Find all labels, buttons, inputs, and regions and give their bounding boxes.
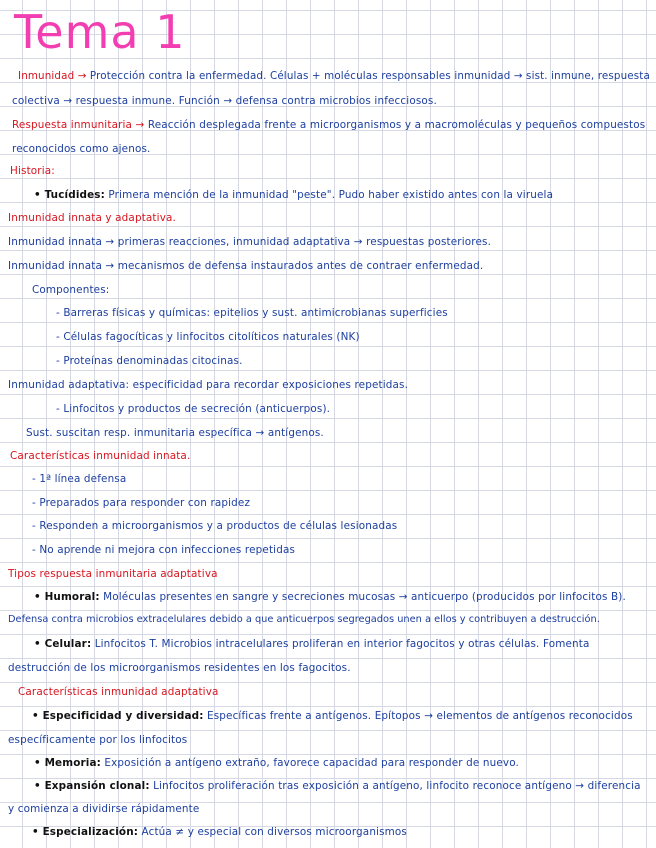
note-line [26, 426, 324, 440]
note-line [8, 613, 600, 627]
body-text: Primera mención de la inmunidad "peste". Pudo haber existido antes con la viruela [104, 189, 554, 201]
body-text: Actúa ≠ y especial con diversos microorganismos [138, 826, 407, 838]
body-text: - Barreras físicas y químicas: epitelios y sust. antimicrobianas superficies [56, 307, 448, 319]
note-line [8, 802, 199, 816]
bullet-tucidides [34, 188, 553, 202]
bullet-label: Especificidad y diversidad: [42, 710, 204, 722]
bullet-especializacion [32, 825, 407, 839]
bullet-dot: • [34, 757, 45, 769]
bullet-label: Especialización: [42, 826, 139, 838]
bullet-label: Celular: [44, 638, 92, 650]
body-text: Defensa contra microbios extracelulares debido a que anticuerpos segregados unen a ellos y contribuyen a destrucción. [8, 614, 600, 625]
list-item [56, 354, 243, 368]
note-line [12, 94, 437, 108]
body-text: reconocidos como ajenos. [12, 143, 151, 155]
bullet-dot: • [32, 826, 43, 838]
list-item [32, 496, 250, 510]
note-line [8, 259, 483, 273]
body-text: - Células fagocíticas y linfocitos citolíticos naturales (NK) [56, 331, 360, 343]
page-title: Tema 1 [14, 5, 186, 59]
heading-text: Historia: [10, 165, 55, 177]
body-text: Protección contra la enfermedad. Células + moléculas responsables inmunidad → sist. inmune, respuesta [86, 70, 650, 82]
note-line [8, 661, 351, 675]
note-line [8, 733, 187, 747]
bullet-label: Memoria: [44, 757, 101, 769]
bullet-label: Expansión clonal: [44, 780, 150, 792]
note-line-componentes [32, 283, 109, 297]
body-text: Inmunidad innata → primeras reacciones, inmunidad adaptativa → respuestas posteriores. [8, 236, 492, 248]
list-item [56, 330, 360, 344]
bullet-expansion-clonal [34, 779, 641, 793]
bullet-dot: • [34, 591, 45, 603]
body-text: - No aprende ni mejora con infecciones repetidas [32, 544, 296, 556]
section-heading-tipos [8, 567, 218, 581]
body-text: Reacción desplegada frente a microorganismos y a macromoléculas y pequeños compuestos [144, 119, 646, 131]
list-item [32, 543, 295, 557]
body-text: colectiva → respuesta inmune. Función → defensa contra microbios infecciosos. [12, 95, 437, 107]
heading-text: Características inmunidad adaptativa [18, 686, 219, 698]
note-line [8, 235, 491, 249]
body-text: destrucción de los microorganismos residentes en los fagocitos. [8, 662, 351, 674]
bullet-dot: • [34, 780, 45, 792]
list-item [32, 472, 126, 486]
list-item [32, 519, 397, 533]
body-text: - Linfocitos y productos de secreción (anticuerpos). [56, 403, 331, 415]
section-heading-innata-adaptativa [8, 211, 176, 225]
body-text: Linfocitos T. Microbios intracelulares proliferan en interior fagocitos y otras células. Fomenta [91, 638, 590, 650]
heading-text: Inmunidad → [18, 70, 87, 82]
body-text: Linfocitos proliferación tras exposición a antígeno, linfocito reconoce antígeno → diferencia [149, 780, 641, 792]
section-heading-historia [10, 164, 55, 178]
body-text: - Responden a microorganismos y a productos de células lesionadas [32, 520, 398, 532]
bullet-label: Tucídides: [44, 189, 105, 201]
list-item [56, 402, 330, 416]
bullet-dot: • [32, 710, 43, 722]
heading-text: Inmunidad innata y adaptativa. [8, 212, 176, 224]
list-item [56, 306, 448, 320]
section-heading-caracteristicas-adaptativa [18, 685, 219, 699]
body-text: Exposición a antígeno extraño, favorece capacidad para responder de nuevo. [100, 757, 519, 769]
body-text: Componentes: [32, 284, 110, 296]
heading-text: Tipos respuesta inmunitaria adaptativa [8, 568, 218, 580]
section-heading-caracteristicas-innata [10, 449, 190, 463]
heading-text: Características inmunidad innata. [10, 450, 191, 462]
bullet-memoria [34, 756, 519, 770]
bullet-dot: • [34, 638, 45, 650]
body-text: - Preparados para responder con rapidez [32, 497, 251, 509]
note-line-inmunidad [18, 69, 650, 83]
body-text: Inmunidad innata → mecanismos de defensa instaurados antes de contraer enfermedad. [8, 260, 484, 272]
body-text: - Proteínas denominadas citocinas. [56, 355, 243, 367]
bullet-humoral [34, 590, 626, 604]
bullet-especificidad [32, 709, 633, 723]
note-line [8, 378, 408, 392]
bullet-dot: • [34, 189, 45, 201]
body-text: Moléculas presentes en sangre y secreciones mucosas → anticuerpo (producidos por linfocitos B). [99, 591, 626, 603]
bullet-label: Humoral: [44, 591, 100, 603]
body-text: Inmunidad adaptativa: especificidad para recordar exposiciones repetidas. [8, 379, 409, 391]
body-text: y comienza a dividirse rápidamente [8, 803, 200, 815]
bullet-celular [34, 637, 590, 651]
heading-text: Respuesta inmunitaria → [12, 119, 145, 131]
body-text: Específicas frente a antígenos. Epítopos → elementos de antígenos reconocidos [203, 710, 633, 722]
body-text: Sust. suscitan resp. inmunitaria específica → antígenos. [26, 427, 324, 439]
note-line-respuesta [12, 118, 645, 132]
body-text: - 1ª línea defensa [32, 473, 127, 485]
body-text: específicamente por los linfocitos [8, 734, 188, 746]
note-line [12, 142, 150, 156]
